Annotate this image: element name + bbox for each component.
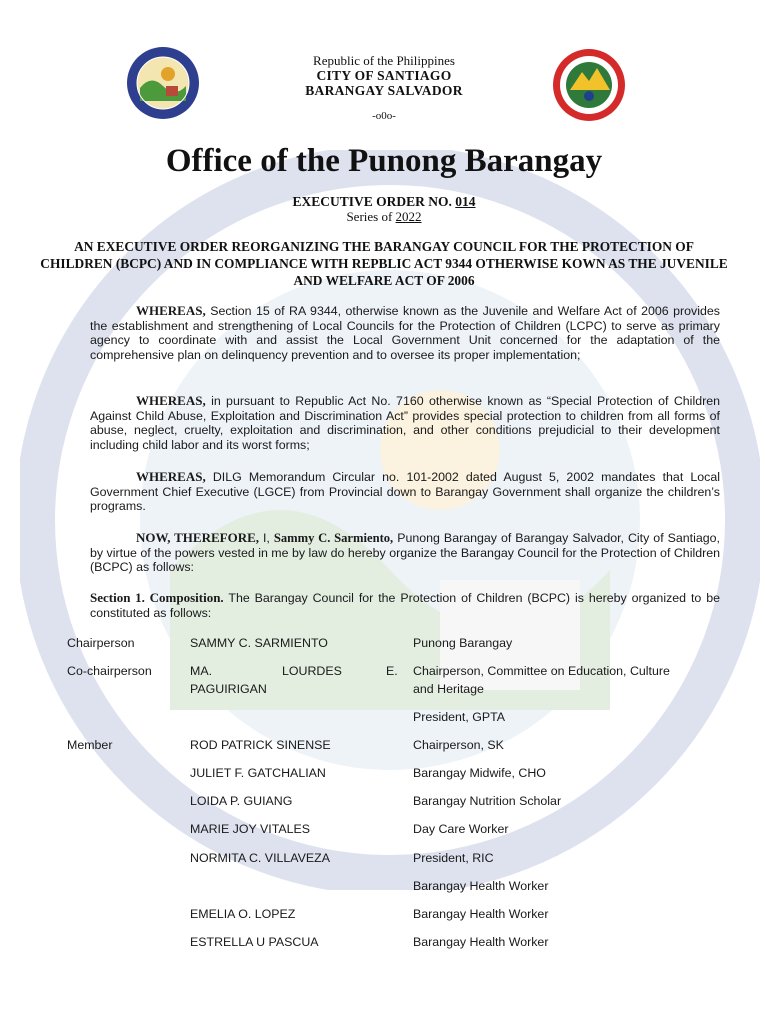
order-number-line (0, 194, 768, 210)
member-position: Punong Barangay (413, 636, 513, 650)
section-text: The Barangay Council for the Protection of Children (BCPC) is hereby organized to be constituted as follows: (90, 591, 721, 620)
paragraph-text: DILG Memorandum Circular no. 101-2002 dated August 5, 2002 mandates that Local Government Chief Executive (LGCE) from Provincial down to Barangay Government shall organize the children’s programs. (90, 470, 720, 514)
letterhead (0, 53, 768, 122)
member-position-continued: and Heritage (413, 682, 484, 696)
paragraph-lead: WHEREAS, (136, 393, 206, 408)
paragraph-text-rest: Punong Barangay of Barangay Salvador, City of Santiago, by virtue of the powers vested in me by law do hereby organize the Barangay Council for the Protection of Children (BCPC) as follows: (90, 531, 720, 575)
member-name: MARIE JOY VITALES (190, 822, 311, 836)
member-name: SAMMY C. SARMIENTO (190, 636, 328, 650)
member-name-part: MA. (190, 664, 213, 678)
member-position: Barangay Nutrition Scholar (413, 794, 562, 808)
paragraph-text: Section 15 of RA 9344, otherwise known as the Juvenile and Welfare Act of 2006 provides the establishment and strengthening of Local Councils for the Protection of Children (LCPC) to serve as primary agency to coordinate with and assist the Local Government Unit concerned for the adaptation of the comprehensive plan on delinquency prevention and to oversee its proper implementation; (90, 304, 720, 362)
paragraph-lead: NOW, THEREFORE, (136, 530, 259, 545)
member-name: ROD PATRICK SINENSE (190, 738, 331, 752)
order-title: AN EXECUTIVE ORDER REORGANIZING THE BARANGAY COUNCIL FOR THE PROTECTION OF CHILDREN (BCPC) AND IN COMPLIANCE WITH REPBLIC ACT 9344 OTHERWISE KOWN AS THE JUVENILE AND WELFARE ACT OF 2006 (40, 239, 728, 288)
member-position: President, GPTA (413, 710, 506, 724)
whereas-paragraph-3 (90, 470, 720, 514)
barangay-line: BARANGAY SALVADOR (305, 83, 463, 98)
order-number: 014 (455, 194, 476, 209)
member-position: Barangay Health Worker (413, 907, 549, 921)
executive-order-heading (0, 194, 768, 224)
series-year: 2022 (395, 209, 422, 224)
city-line: CITY OF SANTIAGO (316, 68, 452, 83)
section-lead: Section 1. Composition. (90, 590, 224, 605)
paragraph-text: I, (259, 531, 274, 545)
member-position: Chairperson, SK (413, 738, 504, 752)
member-position: President, RIC (413, 851, 494, 865)
member-name: EMELIA O. LOPEZ (190, 907, 296, 921)
member-name-part: PAGUIRIGAN (190, 682, 267, 696)
order-label: EXECUTIVE ORDER NO. (292, 194, 452, 209)
role-label: Chairperson (67, 636, 135, 650)
republic-line: Republic of the Philippines (313, 53, 455, 68)
paragraph-lead: WHEREAS, (136, 303, 206, 318)
member-name: NORMITA C. VILLAVEZA (190, 851, 330, 865)
member-name-part: LOURDES (282, 664, 342, 678)
office-title: Office of the Punong Barangay (165, 143, 603, 179)
whereas-paragraph-2 (90, 394, 720, 452)
member-position: Day Care Worker (413, 822, 509, 836)
member-position: Barangay Health Worker (413, 879, 549, 893)
paragraph-text: in pursuant to Republic Act No. 7160 otherwise known as “Special Protection of Children Against Child Abuse, Exploitation and Discrimination Act” provides special protection to children from all forms of abuse, neglect, cruelty, exploitation and discrimination, and other conditions prejudicial to their development including child labor and its worst forms; (90, 394, 720, 452)
whereas-paragraph-1 (90, 304, 720, 362)
series-label: Series of (346, 209, 393, 224)
member-name-part: E. (386, 664, 398, 678)
paragraph-lead: WHEREAS, (136, 469, 206, 484)
member-name: ESTRELLA U PASCUA (190, 935, 319, 949)
now-therefore-paragraph (90, 531, 720, 575)
member-name: LOIDA P. GUIANG (190, 794, 293, 808)
member-position: Barangay Health Worker (413, 935, 549, 949)
signatory-name: Sammy C. Sarmiento, (273, 531, 394, 545)
member-position: Barangay Midwife, CHO (413, 766, 546, 780)
member-position: Chairperson, Committee on Education, Culture (413, 664, 670, 678)
member-name: JULIET F. GATCHALIAN (190, 766, 326, 780)
separator: -o0o- (372, 110, 396, 122)
role-label: Member (67, 738, 113, 752)
section-1-composition (90, 591, 720, 620)
role-label: Co-chairperson (67, 664, 152, 678)
series-line (0, 210, 768, 224)
